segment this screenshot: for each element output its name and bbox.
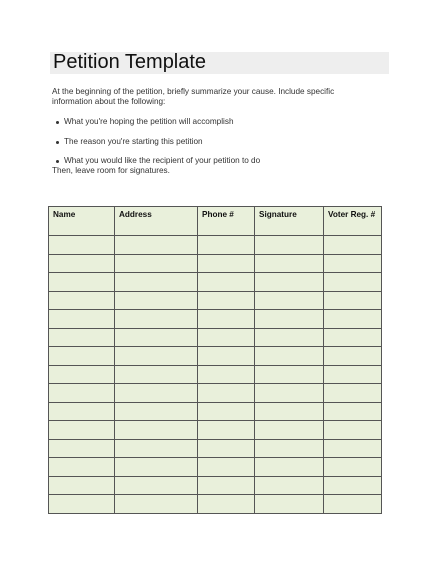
bullet-item xyxy=(64,117,364,127)
table-cell xyxy=(115,458,198,477)
table-body xyxy=(49,236,382,514)
table-cell xyxy=(198,365,255,384)
table-cell xyxy=(324,273,382,292)
header-signature: Signature xyxy=(255,207,324,236)
table-cell xyxy=(255,310,324,329)
table-cell xyxy=(255,476,324,495)
bullet-text: What you would like the recipient of your petition to do xyxy=(64,156,261,165)
table-cell xyxy=(324,476,382,495)
table-cell xyxy=(49,254,115,273)
table-row xyxy=(49,310,382,329)
table-cell xyxy=(198,421,255,440)
table-cell xyxy=(49,273,115,292)
table-cell xyxy=(198,458,255,477)
table-cell xyxy=(115,402,198,421)
table-cell xyxy=(49,310,115,329)
table-cell xyxy=(115,384,198,403)
intro-paragraph: At the beginning of the petition, briefly summarize your cause. Include specific information about the following: xyxy=(52,87,335,106)
table-cell xyxy=(49,347,115,366)
table-cell xyxy=(198,476,255,495)
header-phone: Phone # xyxy=(198,207,255,236)
table-cell xyxy=(49,402,115,421)
table-cell xyxy=(198,439,255,458)
table-row xyxy=(49,347,382,366)
table-row xyxy=(49,421,382,440)
table-header-row xyxy=(49,207,382,236)
table-cell xyxy=(49,236,115,255)
table-cell xyxy=(255,495,324,514)
table-cell xyxy=(115,476,198,495)
table-row xyxy=(49,291,382,310)
table-cell xyxy=(255,402,324,421)
table-cell xyxy=(115,439,198,458)
table-cell xyxy=(115,254,198,273)
table-cell xyxy=(198,273,255,292)
table-cell xyxy=(255,365,324,384)
table-cell xyxy=(49,495,115,514)
table-cell xyxy=(255,328,324,347)
bullet-dot-icon xyxy=(56,160,59,163)
table-row xyxy=(49,273,382,292)
table-cell xyxy=(115,495,198,514)
table-cell xyxy=(198,347,255,366)
table-cell xyxy=(115,365,198,384)
table-cell xyxy=(324,439,382,458)
page-title: Petition Template xyxy=(53,51,207,73)
table-cell xyxy=(198,254,255,273)
bullet-item xyxy=(64,137,364,147)
table-cell xyxy=(324,495,382,514)
bullet-text: What you're hoping the petition will accomplish xyxy=(64,117,234,126)
table-cell xyxy=(198,236,255,255)
header-name: Name xyxy=(49,207,115,236)
table-cell xyxy=(115,236,198,255)
table-cell xyxy=(115,421,198,440)
closing-text: Then, leave room for signatures. xyxy=(52,166,170,175)
table-cell xyxy=(115,328,198,347)
table-cell xyxy=(49,384,115,403)
table-cell xyxy=(324,384,382,403)
table-cell xyxy=(255,236,324,255)
table-cell xyxy=(324,347,382,366)
table-cell xyxy=(324,254,382,273)
table-cell xyxy=(198,384,255,403)
table-row xyxy=(49,402,382,421)
table-cell xyxy=(255,273,324,292)
table-cell xyxy=(49,291,115,310)
table-cell xyxy=(255,347,324,366)
table-cell xyxy=(49,365,115,384)
table-row xyxy=(49,254,382,273)
table-cell xyxy=(324,310,382,329)
header-voter-reg: Voter Reg. # xyxy=(324,207,382,236)
table-cell xyxy=(324,421,382,440)
table-cell xyxy=(49,458,115,477)
table-cell xyxy=(115,291,198,310)
table-cell xyxy=(324,365,382,384)
table-cell xyxy=(255,254,324,273)
bullet-item xyxy=(64,156,364,166)
table-row xyxy=(49,476,382,495)
header-address: Address xyxy=(115,207,198,236)
table-cell xyxy=(49,476,115,495)
table-cell xyxy=(324,458,382,477)
table-cell xyxy=(49,328,115,347)
table-cell xyxy=(255,384,324,403)
table-cell xyxy=(49,439,115,458)
table-cell xyxy=(255,291,324,310)
table-cell xyxy=(198,402,255,421)
table-cell xyxy=(198,495,255,514)
table-row xyxy=(49,458,382,477)
table-cell xyxy=(255,458,324,477)
signature-table xyxy=(48,206,382,514)
table-cell xyxy=(115,273,198,292)
table-cell xyxy=(198,291,255,310)
bullet-text: The reason you're starting this petition xyxy=(64,137,203,146)
table-row xyxy=(49,495,382,514)
table-cell xyxy=(115,347,198,366)
table-cell xyxy=(255,439,324,458)
table-cell xyxy=(198,310,255,329)
table-cell xyxy=(324,291,382,310)
table-cell xyxy=(115,310,198,329)
table-row xyxy=(49,236,382,255)
bullet-dot-icon xyxy=(56,141,59,144)
table-row xyxy=(49,439,382,458)
bullet-dot-icon xyxy=(56,121,59,124)
table-row xyxy=(49,384,382,403)
title-bar xyxy=(50,52,389,74)
table-cell xyxy=(49,421,115,440)
table-cell xyxy=(255,421,324,440)
table-row xyxy=(49,328,382,347)
table-cell xyxy=(324,236,382,255)
table-cell xyxy=(198,328,255,347)
table-row xyxy=(49,365,382,384)
table-cell xyxy=(324,328,382,347)
table-cell xyxy=(324,402,382,421)
